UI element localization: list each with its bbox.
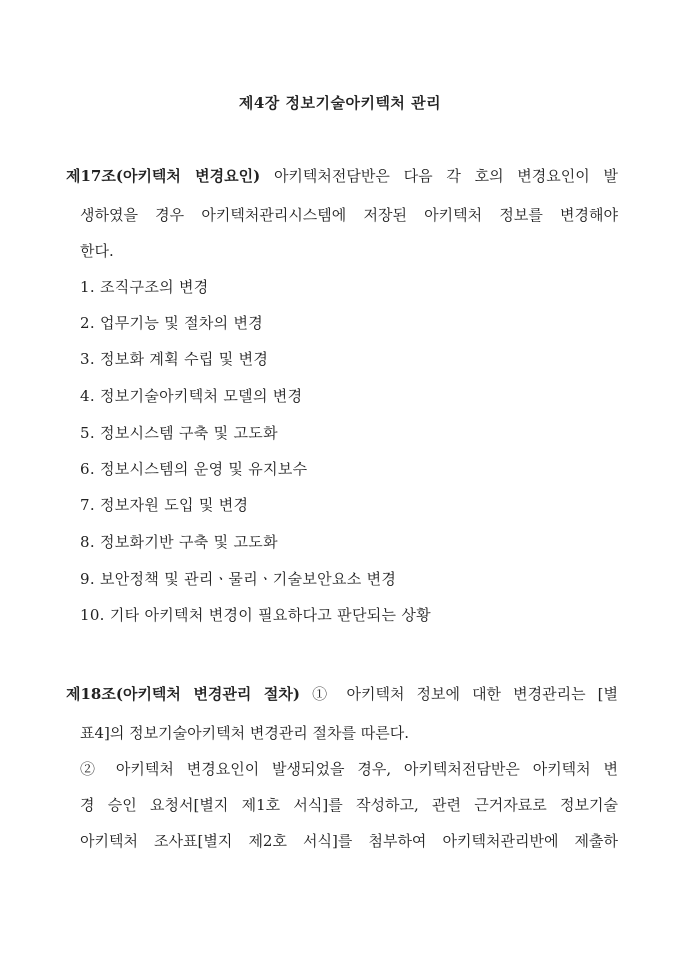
article-18-text-line-2: 표4]의 정보기술아키텍처 변경관리 절차를 따른다. bbox=[80, 724, 410, 742]
article-18-heading: 제18조(아키텍처 변경관리 절차) bbox=[66, 685, 301, 703]
article-18-para2-line-1: ② 아키텍처 변경요인이 발생되었을 경우, 아키텍처전담반은 아키텍처 변 bbox=[80, 760, 618, 778]
chapter-title: 제4장 정보기술아키텍처 관리 bbox=[238, 94, 442, 112]
article-17-text-line-3: 한다. bbox=[80, 242, 114, 260]
list-item: 10. 기타 아키텍처 변경이 필요하다고 판단되는 상황 bbox=[80, 606, 431, 624]
list-item: 9. 보안정책 및 관리ㆍ물리ㆍ기술보안요소 변경 bbox=[80, 570, 397, 588]
article-17-text-line-1: 아키텍처전담반은 다음 각 호의 변경요인이 발 bbox=[260, 167, 619, 185]
list-item: 4. 정보기술아키텍처 모델의 변경 bbox=[80, 387, 303, 405]
article-17-text-line-2: 생하였을 경우 아키텍처관리시스템에 저장된 아키텍처 정보를 변경해야 bbox=[80, 206, 618, 224]
article-18-first-line bbox=[66, 676, 618, 712]
article-18-text-line-1: ① 아키텍처 정보에 대한 변경관리는 [별 bbox=[300, 685, 618, 703]
list-item: 8. 정보화기반 구축 및 고도화 bbox=[80, 533, 278, 551]
article-17-heading: 제17조(아키텍처 변경요인) bbox=[66, 167, 261, 185]
list-item: 6. 정보시스템의 운영 및 유지보수 bbox=[80, 460, 308, 478]
list-item: 7. 정보자원 도입 및 변경 bbox=[80, 496, 249, 514]
article-18-para2-line-3: 아키텍처 조사표[별지 제2호 서식]를 첨부하여 아키텍처관리반에 제출하 bbox=[80, 832, 618, 850]
article-18-para2-line-2: 경 승인 요청서[별지 제1호 서식]를 작성하고, 관련 근거자료로 정보기술 bbox=[80, 796, 618, 814]
article-17-first-line bbox=[66, 158, 618, 194]
list-item: 5. 정보시스템 구축 및 고도화 bbox=[80, 424, 278, 442]
list-item: 1. 조직구조의 변경 bbox=[80, 278, 209, 296]
list-item: 3. 정보화 계획 수립 및 변경 bbox=[80, 350, 269, 368]
list-item: 2. 업무기능 및 절차의 변경 bbox=[80, 314, 264, 332]
